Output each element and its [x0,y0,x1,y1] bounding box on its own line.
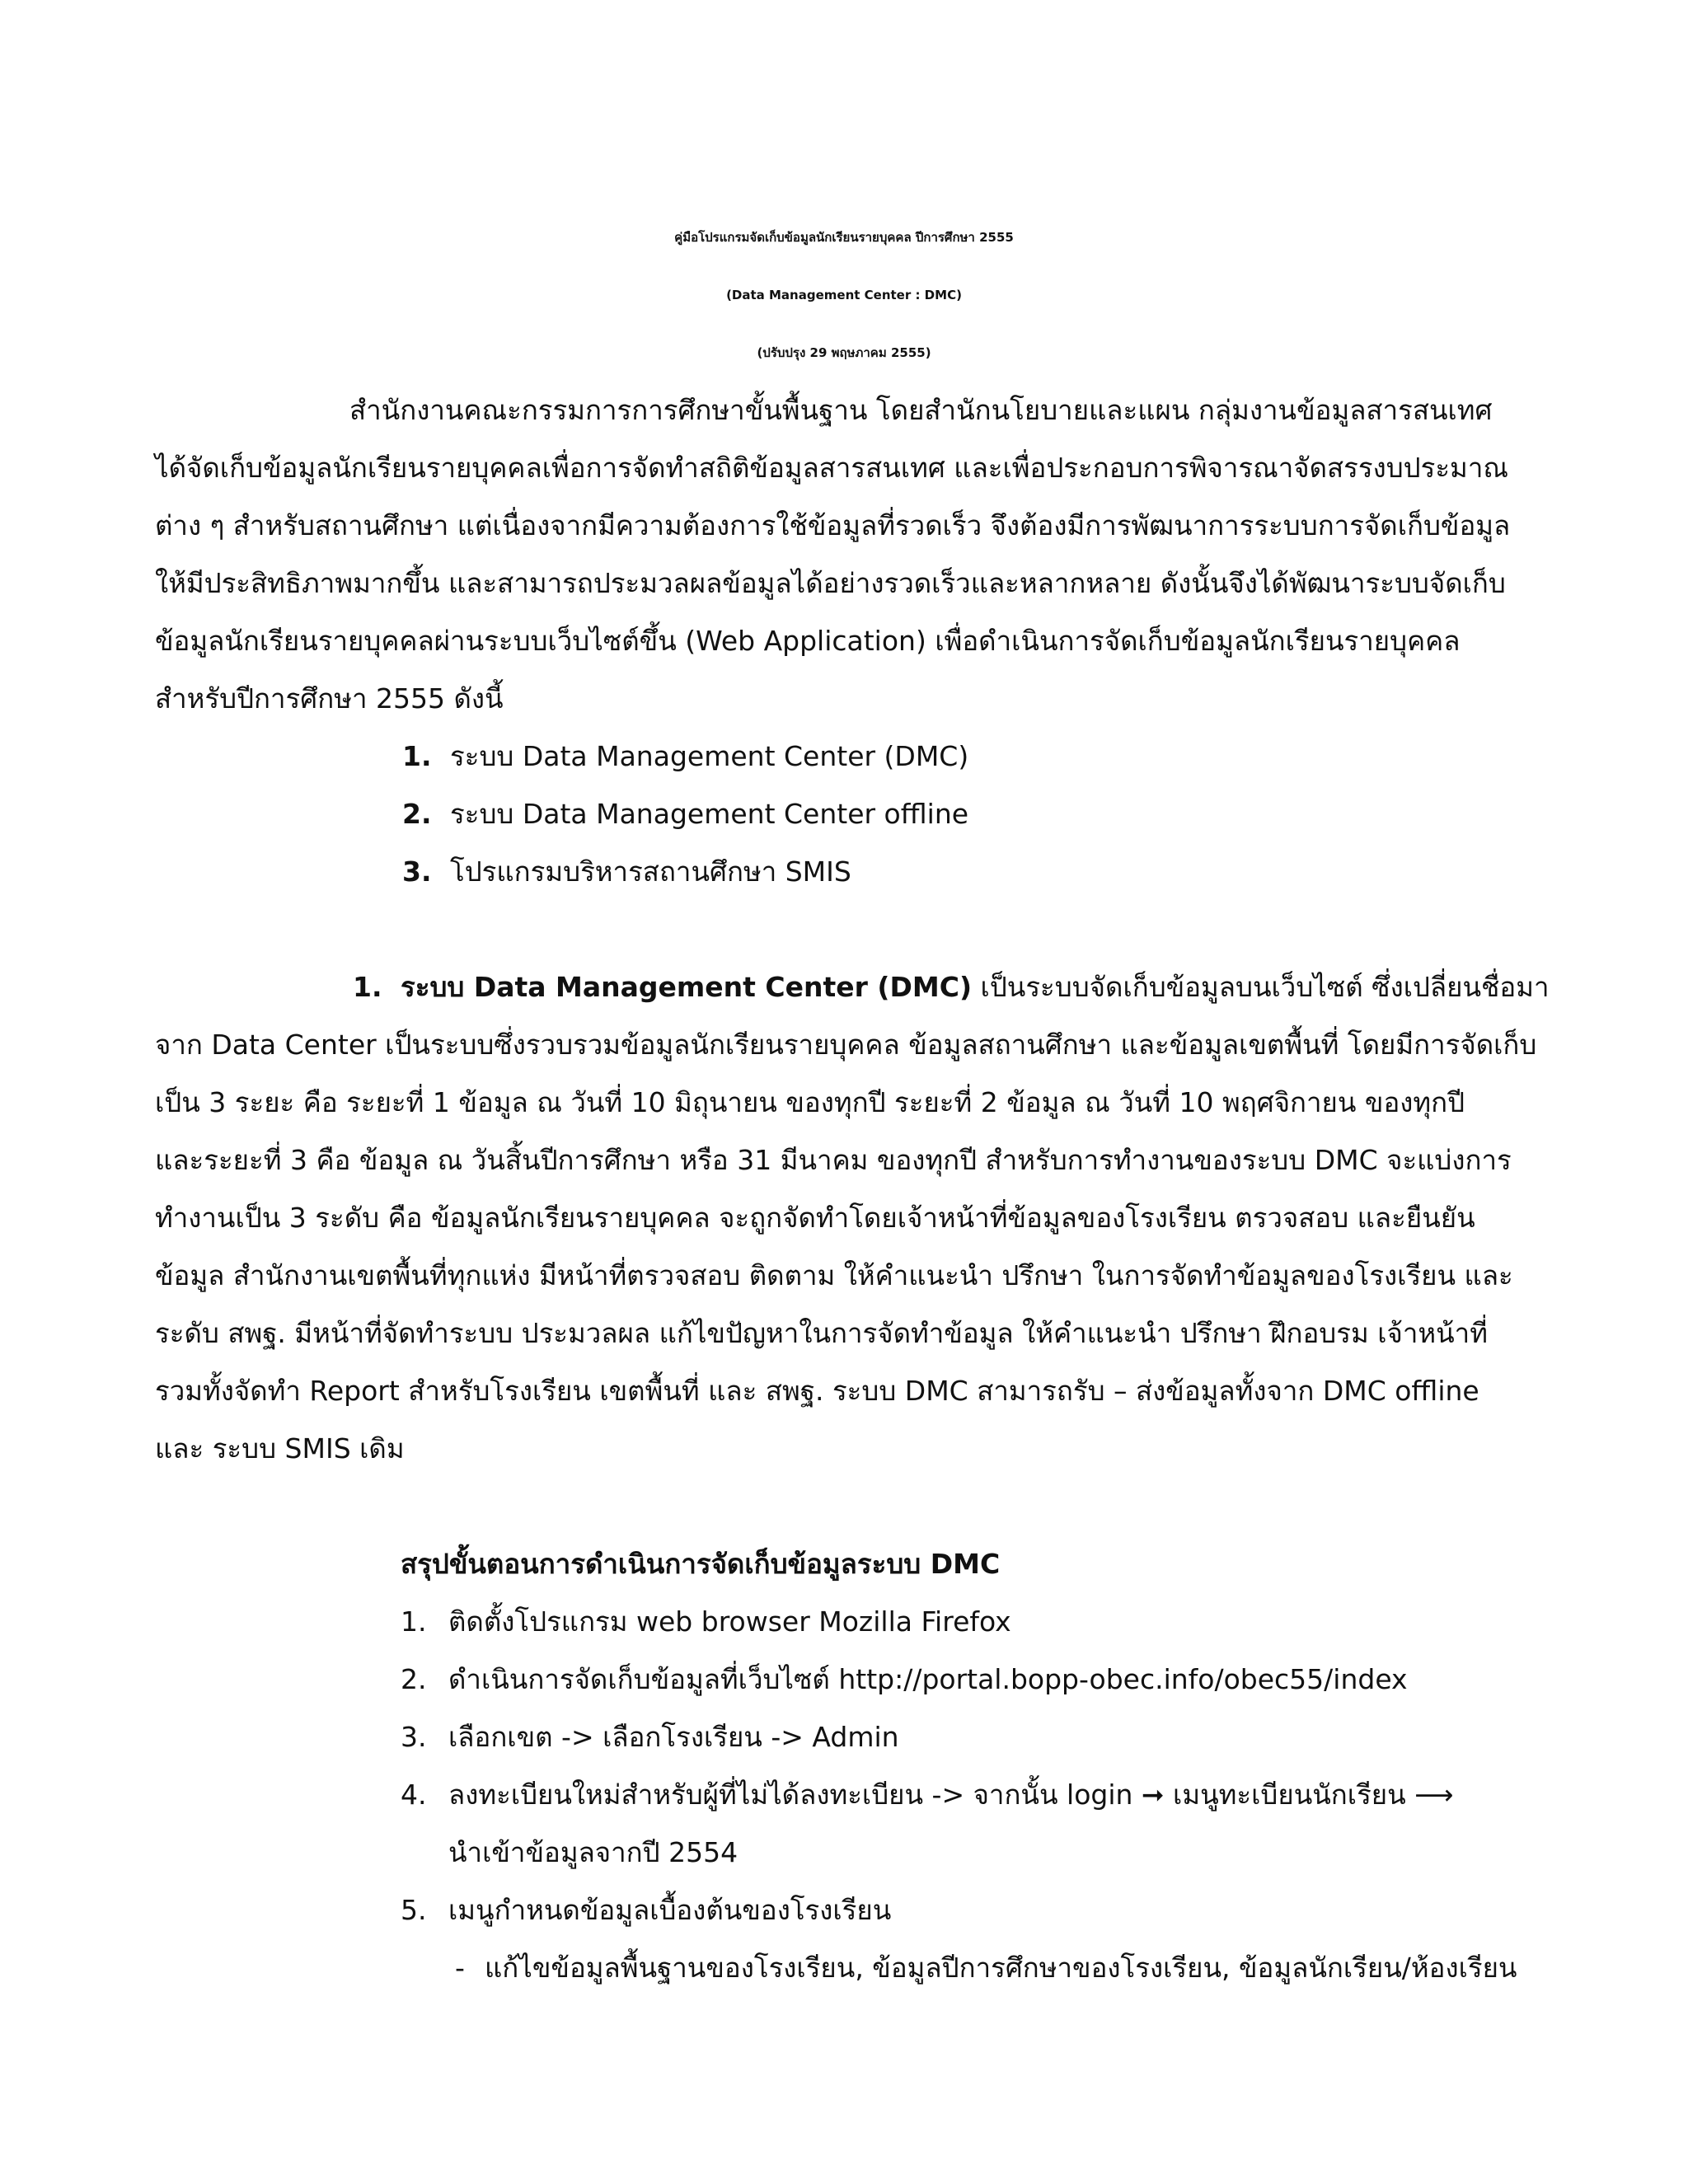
system-list-item [402,854,851,890]
section-line: ทำงานเป็น 3 ระดับ คือ ข้อมูลนักเรียนรายบุคคล จะถูกจัดทำโดยเจ้าหน้าที่ข้อมูลของโรงเรียน ตรวจสอบ และยืนยัน [155,1202,1475,1234]
section-heading-line [353,969,1550,1005]
document-subtitle: (Data Management Center : DMC) [726,288,962,302]
summary-sub-item [455,1950,1517,1986]
list-item-text: โปรแกรมบริหารสถานศึกษา SMIS [450,855,851,888]
section-line: รวมทั้งจัดทำ Report สำหรับโรงเรียน เขตพื้นที่ และ สพฐ. ระบบ DMC สามารถรับ – ส่งข้อมูลทั้งจาก DMC offline [155,1375,1479,1407]
document-title: คู่มือโปรแกรมจัดเก็บข้อมูลนักเรียนรายบุคคล ปีการศึกษา 2555 [674,230,1014,245]
section-heading: ระบบ Data Management Center (DMC) [401,971,973,1003]
section-number: 1. [353,971,382,1003]
list-item-text: ระบบ Data Management Center (DMC) [450,740,969,772]
step-text: ติดตั้งโปรแกรม web browser Mozilla Firefox [448,1605,1011,1638]
section-line: เป็น 3 ระยะ คือ ระยะที่ 1 ข้อมูล ณ วันที่ 10 มิถุนายน ของทุกปี ระยะที่ 2 ข้อมูล ณ วันที่ 10 พฤศจิกายน ของทุกปี [155,1086,1465,1118]
step-number: 2. [401,1663,427,1695]
list-number: 2. [402,798,432,830]
summary-step [401,1892,891,1929]
section-line: และระยะที่ 3 คือ ข้อมูล ณ วันสิ้นปีการศึกษา หรือ 31 มีนาคม ของทุกปี สำหรับการทำงานของระบบ DMC จะแบ่งการ [155,1144,1512,1176]
section-line: จาก Data Center เป็นระบบซึ่งรวบรวมข้อมูลนักเรียนรายบุคคล ข้อมูลสถานศึกษา และข้อมูลเขตพื้นที่ โดยมีการจัดเก็บ [155,1029,1537,1061]
document-revision-date: (ปรับปรุง 29 พฤษภาคม 2555) [757,345,931,360]
step-text: เมนูกำหนดข้อมูลเบื้องต้นของโรงเรียน [448,1894,892,1926]
system-list-item [402,796,968,832]
summary-heading: สรุปขั้นตอนการดำเนินการจัดเก็บข้อมูลระบบ DMC [401,1548,1001,1580]
step-number: 5. [401,1894,427,1926]
intro-line: สำหรับปีการศึกษา 2555 ดังนี้ [155,682,504,715]
step-number: 1. [401,1605,427,1638]
summary-step [401,1604,1011,1640]
intro-line: ให้มีประสิทธิภาพมากขึ้น และสามารถประมวลผลข้อมูลได้อย่างรวดเร็วและหลากหลาย ดังนั้นจึงได้พัฒนาระบบจัดเก็บ [155,567,1506,599]
bullet-dash: - [455,1952,465,1984]
list-number: 3. [402,855,432,888]
intro-line: ได้จัดเก็บข้อมูลนักเรียนรายบุคคลเพื่อการจัดทำสถิติข้อมูลสารสนเทศ และเพื่อประกอบการพิจารณาจัดสรรงบประมาณ [155,452,1508,484]
intro-line: สำนักงานคณะกรรมการการศึกษาขั้นพื้นฐาน โดยสำนักนโยบายและแผน กลุ่มงานข้อมูลสารสนเทศ [349,394,1493,426]
summary-step [401,1719,899,1755]
section-line: และ ระบบ SMIS เดิม [155,1432,405,1465]
intro-line: ต่าง ๆ สำหรับสถานศึกษา แต่เนื่องจากมีความต้องการใช้ข้อมูลที่รวดเร็ว จึงต้องมีการพัฒนาการระบบการจัดเก็บข้อมูล [155,509,1511,541]
step-text: เลือกเขต -> เลือกโรงเรียน -> Admin [448,1721,899,1753]
summary-step [401,1777,1454,1813]
step-number: 3. [401,1721,427,1753]
section-text: เป็นระบบจัดเก็บข้อมูลบนเว็บไซต์ ซึ่งเปลี่ยนชื่อมา [972,971,1550,1003]
summary-step-continuation: นำเข้าข้อมูลจากปี 2554 [448,1836,738,1868]
section-line: ระดับ สพฐ. มีหน้าที่จัดทำระบบ ประมวลผล แก้ไขปัญหาในการจัดทำข้อมูล ให้คำแนะนำ ปรึกษา ฝึกอบรม เจ้าหน้าที่ [155,1317,1488,1349]
system-list-item [402,738,968,775]
intro-line: ข้อมูลนักเรียนรายบุคคลผ่านระบบเว็บไซต์ขึ้น (Web Application) เพื่อดำเนินการจัดเก็บข้อมูลนักเรียนรายบุคคล [155,625,1461,657]
sub-item-text: แก้ไขข้อมูลพื้นฐานของโรงเรียน, ข้อมูลปีการศึกษาของโรงเรียน, ข้อมูลนักเรียน/ห้องเรียน [485,1952,1517,1984]
step-number: 4. [401,1779,427,1811]
list-number: 1. [402,740,432,772]
section-line: ข้อมูล สำนักงานเขตพื้นที่ทุกแห่ง มีหน้าที่ตรวจสอบ ติดตาม ให้คำแนะนำ ปรึกษา ในการจัดทำข้อมูลของโรงเรียน และ [155,1259,1513,1291]
step-text: ดำเนินการจัดเก็บข้อมูลที่เว็บไซต์ http://portal.bopp-obec.info/obec55/index [448,1663,1408,1695]
summary-step [401,1661,1408,1698]
step-text: ลงทะเบียนใหม่สำหรับผู้ที่ไม่ได้ลงทะเบียน -> จากนั้น login ➞ เมนูทะเบียนนักเรียน ⟶ [448,1779,1454,1811]
list-item-text: ระบบ Data Management Center offline [450,798,969,830]
